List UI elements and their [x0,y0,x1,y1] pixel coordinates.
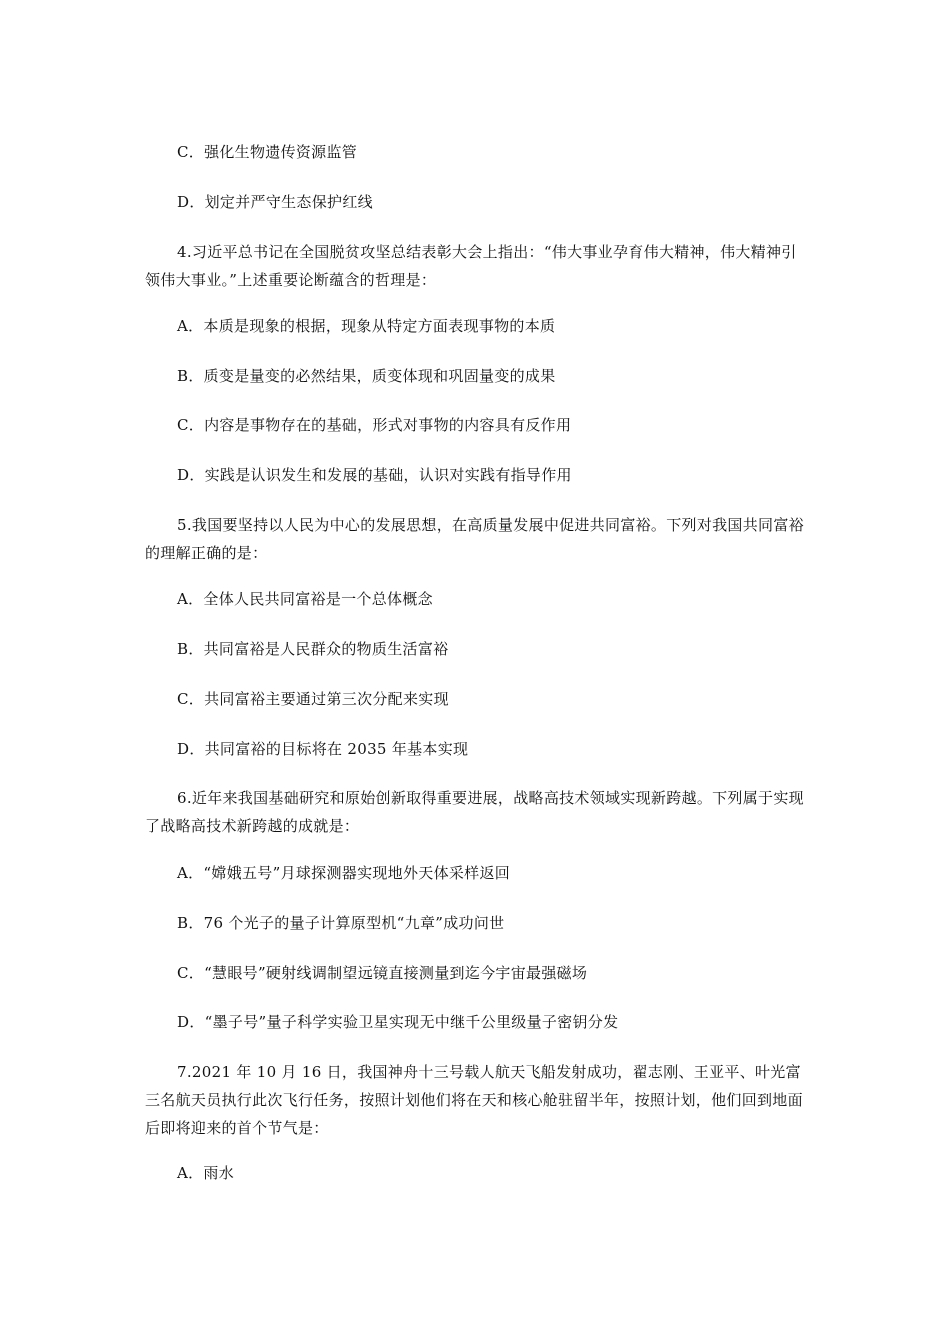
q6-option-c: C．“慧眼号”硬射线调制望远镜直接测量到迄今宇宙最强磁场 [177,964,588,982]
q4-option-a: A．本质是现象的根据，现象从特定方面表现事物的本质 [177,317,556,335]
q4-option-d: D．实践是认识发生和发展的基础，认识对实践有指导作用 [177,466,572,484]
q5-option-a: A．全体人民共同富裕是一个总体概念 [177,590,433,608]
q5-stem: 5.我国要坚持以人民为中心的发展思想，在高质量发展中促进共同富裕。下列对我国共同富裕的理解正确的是： [145,516,804,562]
q5-option-d: D．共同富裕的目标将在 2035 年基本实现 [177,740,469,758]
q5-option-b: B．共同富裕是人民群众的物质生活富裕 [177,640,449,658]
q4-stem: 4.习近平总书记在全国脱贫攻坚总结表彰大会上指出：“伟大事业孕育伟大精神，伟大精神引领伟大事业。”上述重要论断蕴含的哲理是： [145,243,797,289]
q3-option-d: D．划定并严守生态保护红线 [177,193,373,211]
q4-option-c: C．内容是事物存在的基础，形式对事物的内容具有反作用 [177,416,572,434]
q3-option-c: C．强化生物遗传资源监管 [177,143,358,161]
q6-option-b: B．76 个光子的量子计算原型机“九章”成功问世 [177,914,505,932]
q6-stem: 6.近年来我国基础研究和原始创新取得重要进展，战略高技术领域实现新跨越。下列属于实现了战略高技术新跨越的成就是： [145,789,804,835]
q6-option-a: A．“嫦娥五号”月球探测器实现地外天体采样返回 [177,864,511,882]
q6-option-d: D．“墨子号”量子科学实验卫星实现无中继千公里级量子密钥分发 [177,1013,619,1031]
q7-stem: 7.2021 年 10 月 16 日，我国神舟十三号载人航天飞船发射成功，翟志刚、王亚平、叶光富三名航天员执行此次飞行任务，按照计划他们将在天和核心舱驻留半年，按照计划，他们回到地面后即将迎来的首个节气是： [145,1063,803,1137]
q4-option-b: B．质变是量变的必然结果，质变体现和巩固量变的成果 [177,367,556,385]
q5-option-c: C．共同富裕主要通过第三次分配来实现 [177,690,449,708]
q7-option-a: A．雨水 [177,1164,235,1182]
